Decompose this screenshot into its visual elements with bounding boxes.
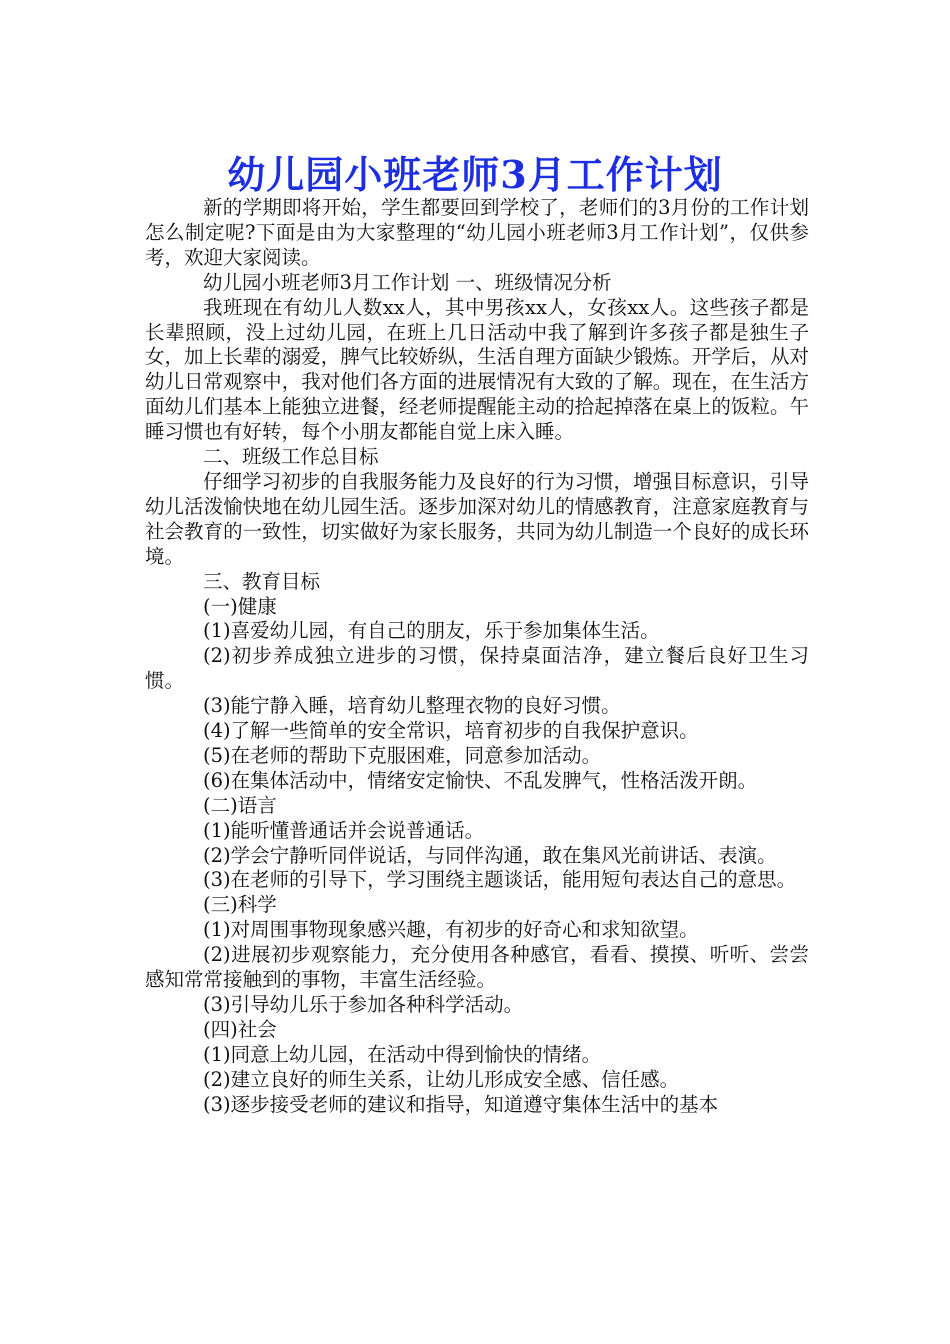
paragraph-p4: 二、班级工作总目标 bbox=[203, 445, 379, 469]
paragraph-p19: (1)对周围事物现象感兴趣，有初步的好奇心和求知欲望。 bbox=[203, 918, 699, 942]
document-body bbox=[145, 196, 809, 1118]
paragraph-p7: (一)健康 bbox=[203, 594, 277, 618]
paragraph-p25: (3)逐步接受老师的建议和指导，知道遵守集体生活中的基本 bbox=[203, 1092, 719, 1116]
document-title: 幼儿园小班老师3月工作计划 bbox=[227, 152, 723, 198]
paragraph-p11: (4)了解一些简单的安全常识，培育初步的自我保护意识。 bbox=[203, 719, 699, 743]
paragraph-p15: (1)能听懂普通话并会说普通话。 bbox=[203, 818, 485, 842]
paragraph-p22: (四)社会 bbox=[203, 1017, 277, 1041]
paragraph-p10: (3)能宁静入睡，培育幼儿整理衣物的良好习惯。 bbox=[203, 694, 621, 718]
paragraph-p20: (2)进展初步观察能力，充分使用各种感官，看看、摸摸、听听、尝尝感知常常接触到的事物，丰富生活经验。 bbox=[145, 943, 809, 992]
paragraph-p8: (1)喜爱幼儿园，有自己的朋友，乐于参加集体生活。 bbox=[203, 619, 660, 643]
paragraph-p9: (2)初步养成独立进步的习惯，保持桌面洁净，建立餐后良好卫生习惯。 bbox=[145, 644, 809, 693]
paragraph-p14: (二)语言 bbox=[203, 793, 277, 817]
paragraph-p23: (1)同意上幼儿园，在活动中得到愉快的情绪。 bbox=[203, 1042, 602, 1066]
paragraph-p21: (3)引导幼儿乐于参加各种科学活动。 bbox=[203, 993, 524, 1016]
paragraph-p18: (三)科学 bbox=[203, 893, 277, 917]
paragraph-p16: (2)学会宁静听同伴说话，与同伴沟通，敢在集风光前讲话、表演。 bbox=[203, 843, 777, 867]
paragraph-p2: 幼儿园小班老师3月工作计划 一、班级情况分析 bbox=[203, 270, 612, 294]
paragraph-p12: (5)在老师的帮助下克服困难，同意参加活动。 bbox=[203, 743, 602, 767]
paragraph-p3: 我班现在有幼儿人数xx人，其中男孩xx人，女孩xx人。这些孩子都是长辈照顾，没上过幼儿园，在班上几日活动中我了解到许多孩子都是独生子女，加上长辈的溺爱，脾气比较娇纵，生活自理方面缺少锻炼。开学后，从对幼儿日常观察中，我对他们各方面的进展情况有大致的了解。现在，在生活方面幼儿们基本上能独立进餐，经老师提醒能主动的拾起掉落在桌上的饭粒。午睡习惯也有好转，每个小朋友都能自觉上床入睡。 bbox=[145, 295, 809, 444]
paragraph-p1: 新的学期即将开始，学生都要回到学校了，老师们的3月份的工作计划怎么制定呢?下面是由为大家整理的“幼儿园小班老师3月工作计划”，仅供参考，欢迎大家阅读。 bbox=[145, 196, 809, 269]
paragraph-p6: 三、教育目标 bbox=[203, 569, 321, 593]
paragraph-p17: (3)在老师的引导下，学习围绕主题谈话，能用短句表达自己的意思。 bbox=[203, 868, 797, 892]
paragraph-p13: (6)在集体活动中，情绪安定愉快、不乱发脾气，性格活泼开朗。 bbox=[203, 768, 758, 792]
paragraph-p5: 仔细学习初步的自我服务能力及良好的行为习惯，增强目标意识，引导幼儿活泼愉快地在幼儿园生活。逐步加深对幼儿的情感教育，注意家庭教育与社会教育的一致性，切实做好为家长服务，共同为幼儿制造一个良好的成长环境。 bbox=[145, 469, 809, 568]
paragraph-p24: (2)建立良好的师生关系，让幼儿形成安全感、信任感。 bbox=[203, 1067, 680, 1091]
